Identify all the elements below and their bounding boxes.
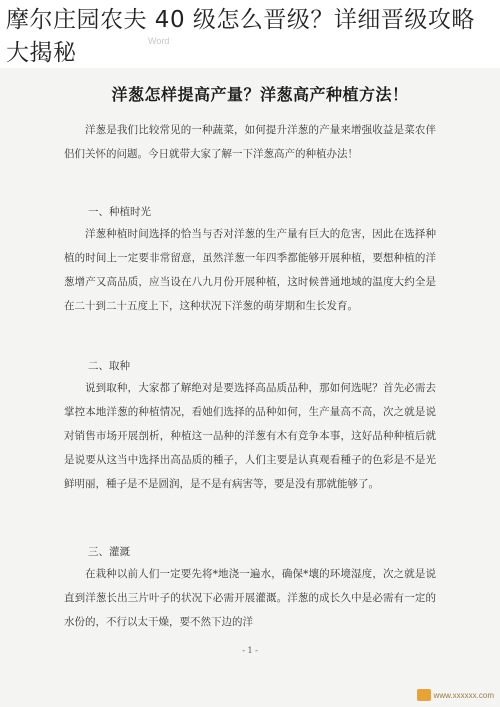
word-label: Word: [148, 36, 170, 46]
watermark-logo-icon: [417, 689, 431, 701]
section-heading-seed: 二、取种: [88, 360, 130, 372]
section-timing-block: [64, 222, 436, 318]
section-heading-irrigation: 三、灌溉: [88, 546, 130, 558]
intro-paragraph-block: [64, 118, 436, 166]
section-irrigation-block: [64, 562, 436, 634]
page-number: - 1 -: [242, 646, 258, 655]
document-title: 洋葱怎样提高产量？洋葱高产种植方法！: [111, 85, 409, 104]
watermark-text: www.xxxxxx.com: [433, 690, 494, 700]
watermark: [384, 687, 494, 703]
intro-paragraph: 洋葱是我们比较常见的一种蔬菜，如何提升洋葱的产量来增强收益是菜农伴侣们关怀的问题。今日就带大家了解一下洋葱高产的种植办法！: [64, 124, 436, 160]
section-heading-timing: 一、种植时光: [88, 206, 151, 218]
section-seed-block: [64, 376, 436, 496]
section-irrigation-text: 在栽种以前人们一定要先将*地浇一遍水，确保*壤的环境湿度，次之就是说直到洋葱长出三片叶子的状况下必需开展灌溉。洋葱的成长久中是必需有一定的水份的，不行以太干燥，要不然下边的洋: [64, 568, 436, 628]
article-headline: 摩尔庄园农夫 40 级怎么晋级？详细晋级攻略大揭秘: [6, 7, 475, 66]
section-timing-text: 洋葱种植时间选择的恰当与否对洋葱的生产量有巨大的危害，因此在选择种植的时间上一定要非常留意，虽然洋葱一年四季都能够开展种植，要想种植的洋葱增产又高品质，应当设在八九月份开展种植，这时候普通地域的温度大约全是在二十到二十五度上下，这种状况下洋葱的萌芽期和生长发育。: [64, 228, 436, 312]
document-page: [0, 68, 500, 707]
section-seed-text: 说到取种，大家都了解绝对是要选择高品质品种，那如何选呢？首先必需去掌控本地洋葱的种植情况，看她们选择的品种如何，生产量高不高，次之就是说对销售市场开展剖析，种植这一品种的洋葱有木有竞争本事，这好品种种植后就是说要从这当中选择出高品质的種子，人们主要是认真观看種子的色彩是不是光鲜明丽，種子是不是圆润，是不是有病害等，要是没有那就能够了。: [64, 382, 436, 490]
